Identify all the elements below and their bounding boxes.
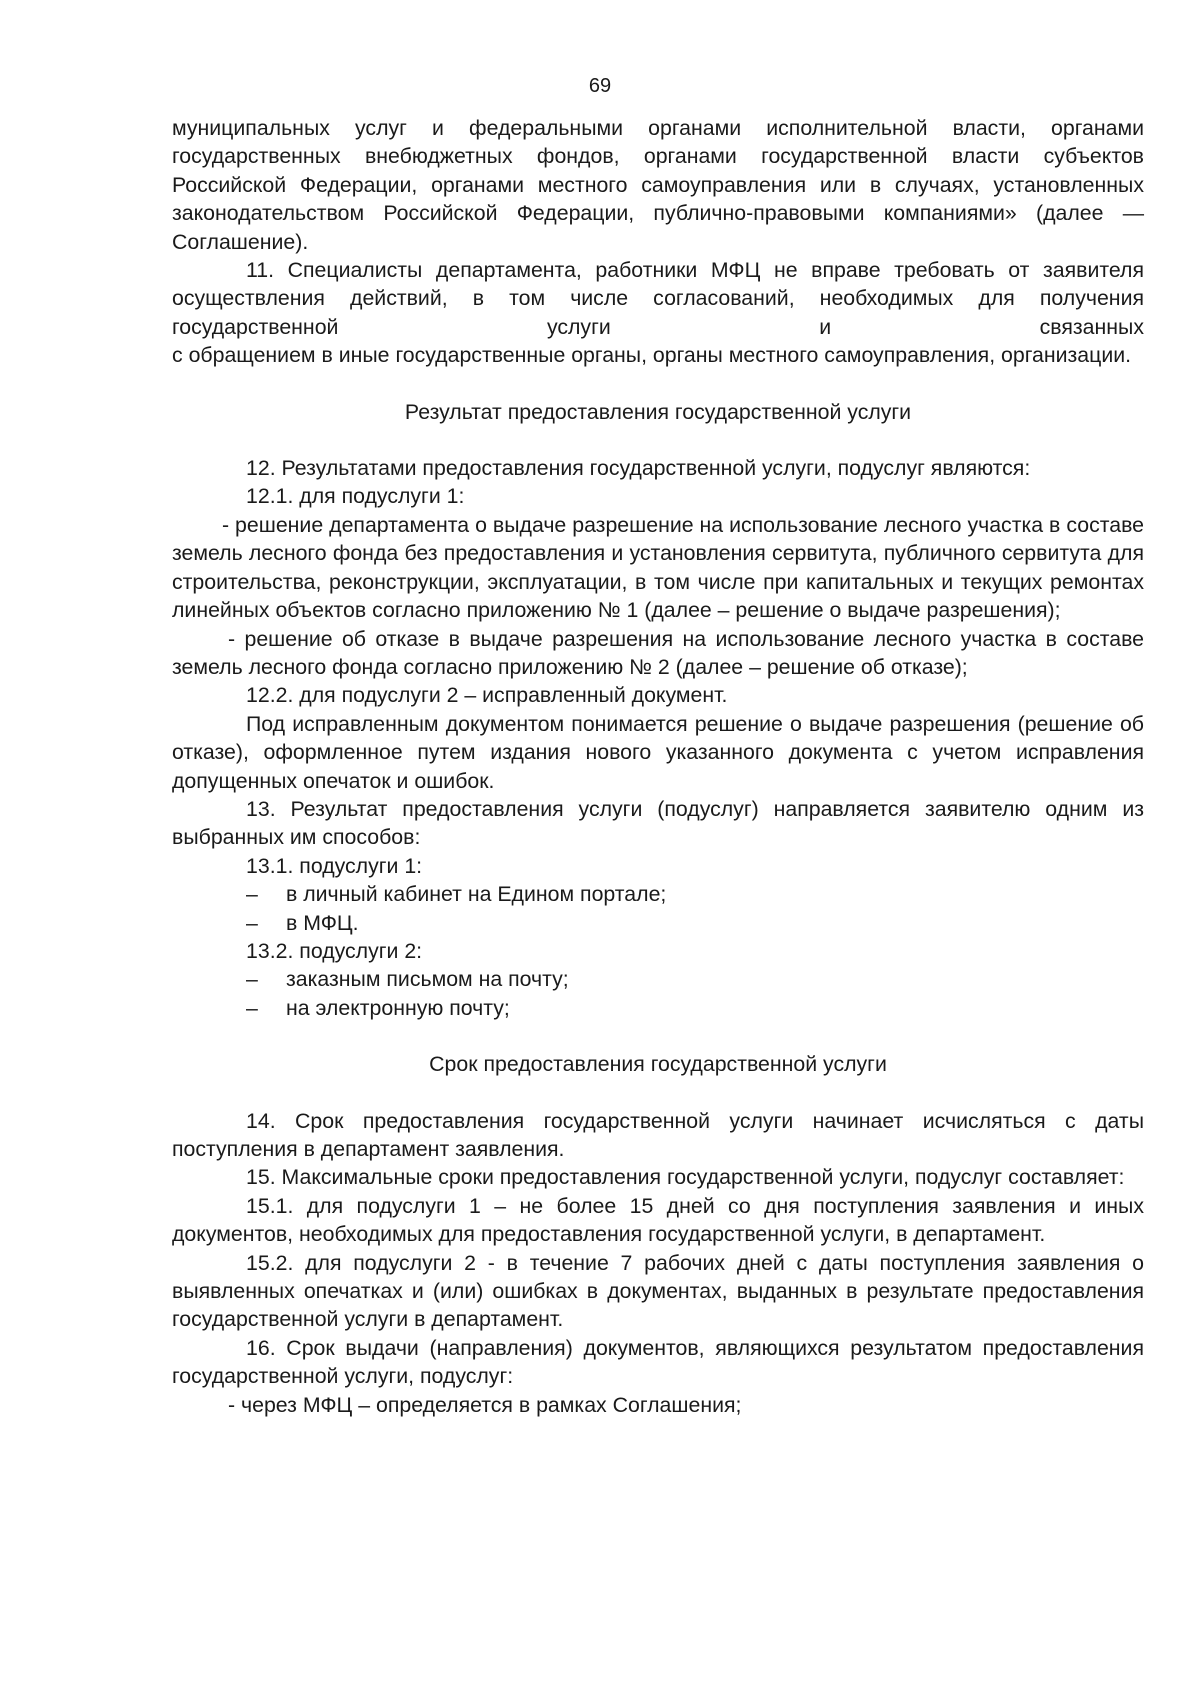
paragraph-13: 13. Результат предоставления услуги (подуслуг) направляется заявителю одним из выбранных им способов: — [172, 796, 1144, 850]
paragraph-14: 14. Срок предоставления государственной услуги начинает исчисляться с даты поступления в департамент заявления. — [172, 1108, 1144, 1161]
section-heading-term: Срок предоставления государственной услуги — [429, 1052, 887, 1077]
paragraph-12-1-refusal: - решение об отказе в выдаче разрешения на использование лесного участка в составе земель лесного фонда согласно приложению № 2 (далее – решение об отказе); — [172, 626, 1144, 679]
list-item — [172, 909, 1144, 937]
paragraph-11-part-2: с обращением в иные государственные органы, органы местного самоуправления, организации. — [172, 343, 1132, 368]
list-item-text: в личный кабинет на Едином портале; — [286, 882, 667, 907]
document-body — [172, 114, 1144, 1419]
dash-marker: – — [246, 995, 258, 1020]
paragraph-16-1: - через МФЦ – определяется в рамках Соглашения; — [228, 1392, 742, 1417]
list-item-text: на электронную почту; — [286, 995, 510, 1020]
paragraph-agreement: муниципальных услуг и федеральными органами исполнительной власти, органами государственных внебюджетных фондов, органами государственной власти субъектов Российской Федерации, органами местного самоуправления или в случаях, установленных законодательством Российской Федерации, публично-правовыми компаниями» (далее — Соглашение). — [172, 116, 1144, 254]
paragraph-15: 15. Максимальные сроки предоставления государственной услуги, подуслуг составляет: — [246, 1165, 1125, 1190]
paragraph-15-1: 15.1. для подуслуги 1 – не более 15 дней со дня поступления заявления и иных документов, необходимых для предоставления государственной услуги, в департамент. — [172, 1193, 1144, 1247]
dash-marker: – — [246, 910, 258, 935]
paragraph-13-1: 13.1. подуслуги 1: — [246, 853, 423, 878]
paragraph-12-2: 12.2. для подуслуги 2 – исправленный документ. — [246, 683, 728, 708]
paragraph-12: 12. Результатами предоставления государственной услуги, подуслуг являются: — [246, 456, 1031, 481]
paragraph-16: 16. Срок выдачи (направления) документов, являющихся результатом предоставления государственной услуги, подуслуг: — [172, 1335, 1144, 1389]
dash-marker: – — [246, 882, 258, 907]
paragraph-15-2: 15.2. для подуслуги 2 - в течение 7 рабочих дней с даты поступления заявления о выявленных опечатках и (или) ошибках в документах, выданных в результате предоставления государственной услуги в департамент. — [172, 1250, 1144, 1332]
list-item — [172, 880, 1144, 908]
paragraph-11-part-1: 11. Специалисты департамента, работники МФЦ не вправе требовать от заявителя осуществления действий, в том числе согласований, необходимых для получения государственной услуги и связанных — [172, 258, 1144, 339]
paragraph-13-2: 13.2. подуслуги 2: — [246, 938, 423, 963]
paragraph-12-1-decision: - решение департамента о выдаче разрешение на использование лесного участка в составе земель лесного фонда без предоставления и установления сервитута, публичного сервитута для строительства, реконструкции, эксплуатации, в том числе при капитальных и текущих ремонтах линейных объектов согласно приложению № 1 (далее – решение о выдаче разрешения); — [172, 512, 1144, 623]
list-item-text: заказным письмом на почту; — [286, 967, 569, 992]
page-number: 69 — [588, 75, 612, 97]
list-item — [172, 965, 1144, 993]
list-item-text: в МФЦ. — [286, 910, 359, 935]
list-item — [172, 994, 1144, 1022]
dash-marker: – — [246, 967, 258, 992]
section-heading-result: Результат предоставления государственной услуги — [404, 399, 912, 424]
paragraph-12-1: 12.1. для подуслуги 1: — [246, 484, 465, 509]
paragraph-corrected-document: Под исправленным документом понимается решение о выдаче разрешения (решение об отказе), оформленное путем издания нового указанного документа с учетом исправления допущенных опечаток и ошибок. — [172, 711, 1144, 793]
